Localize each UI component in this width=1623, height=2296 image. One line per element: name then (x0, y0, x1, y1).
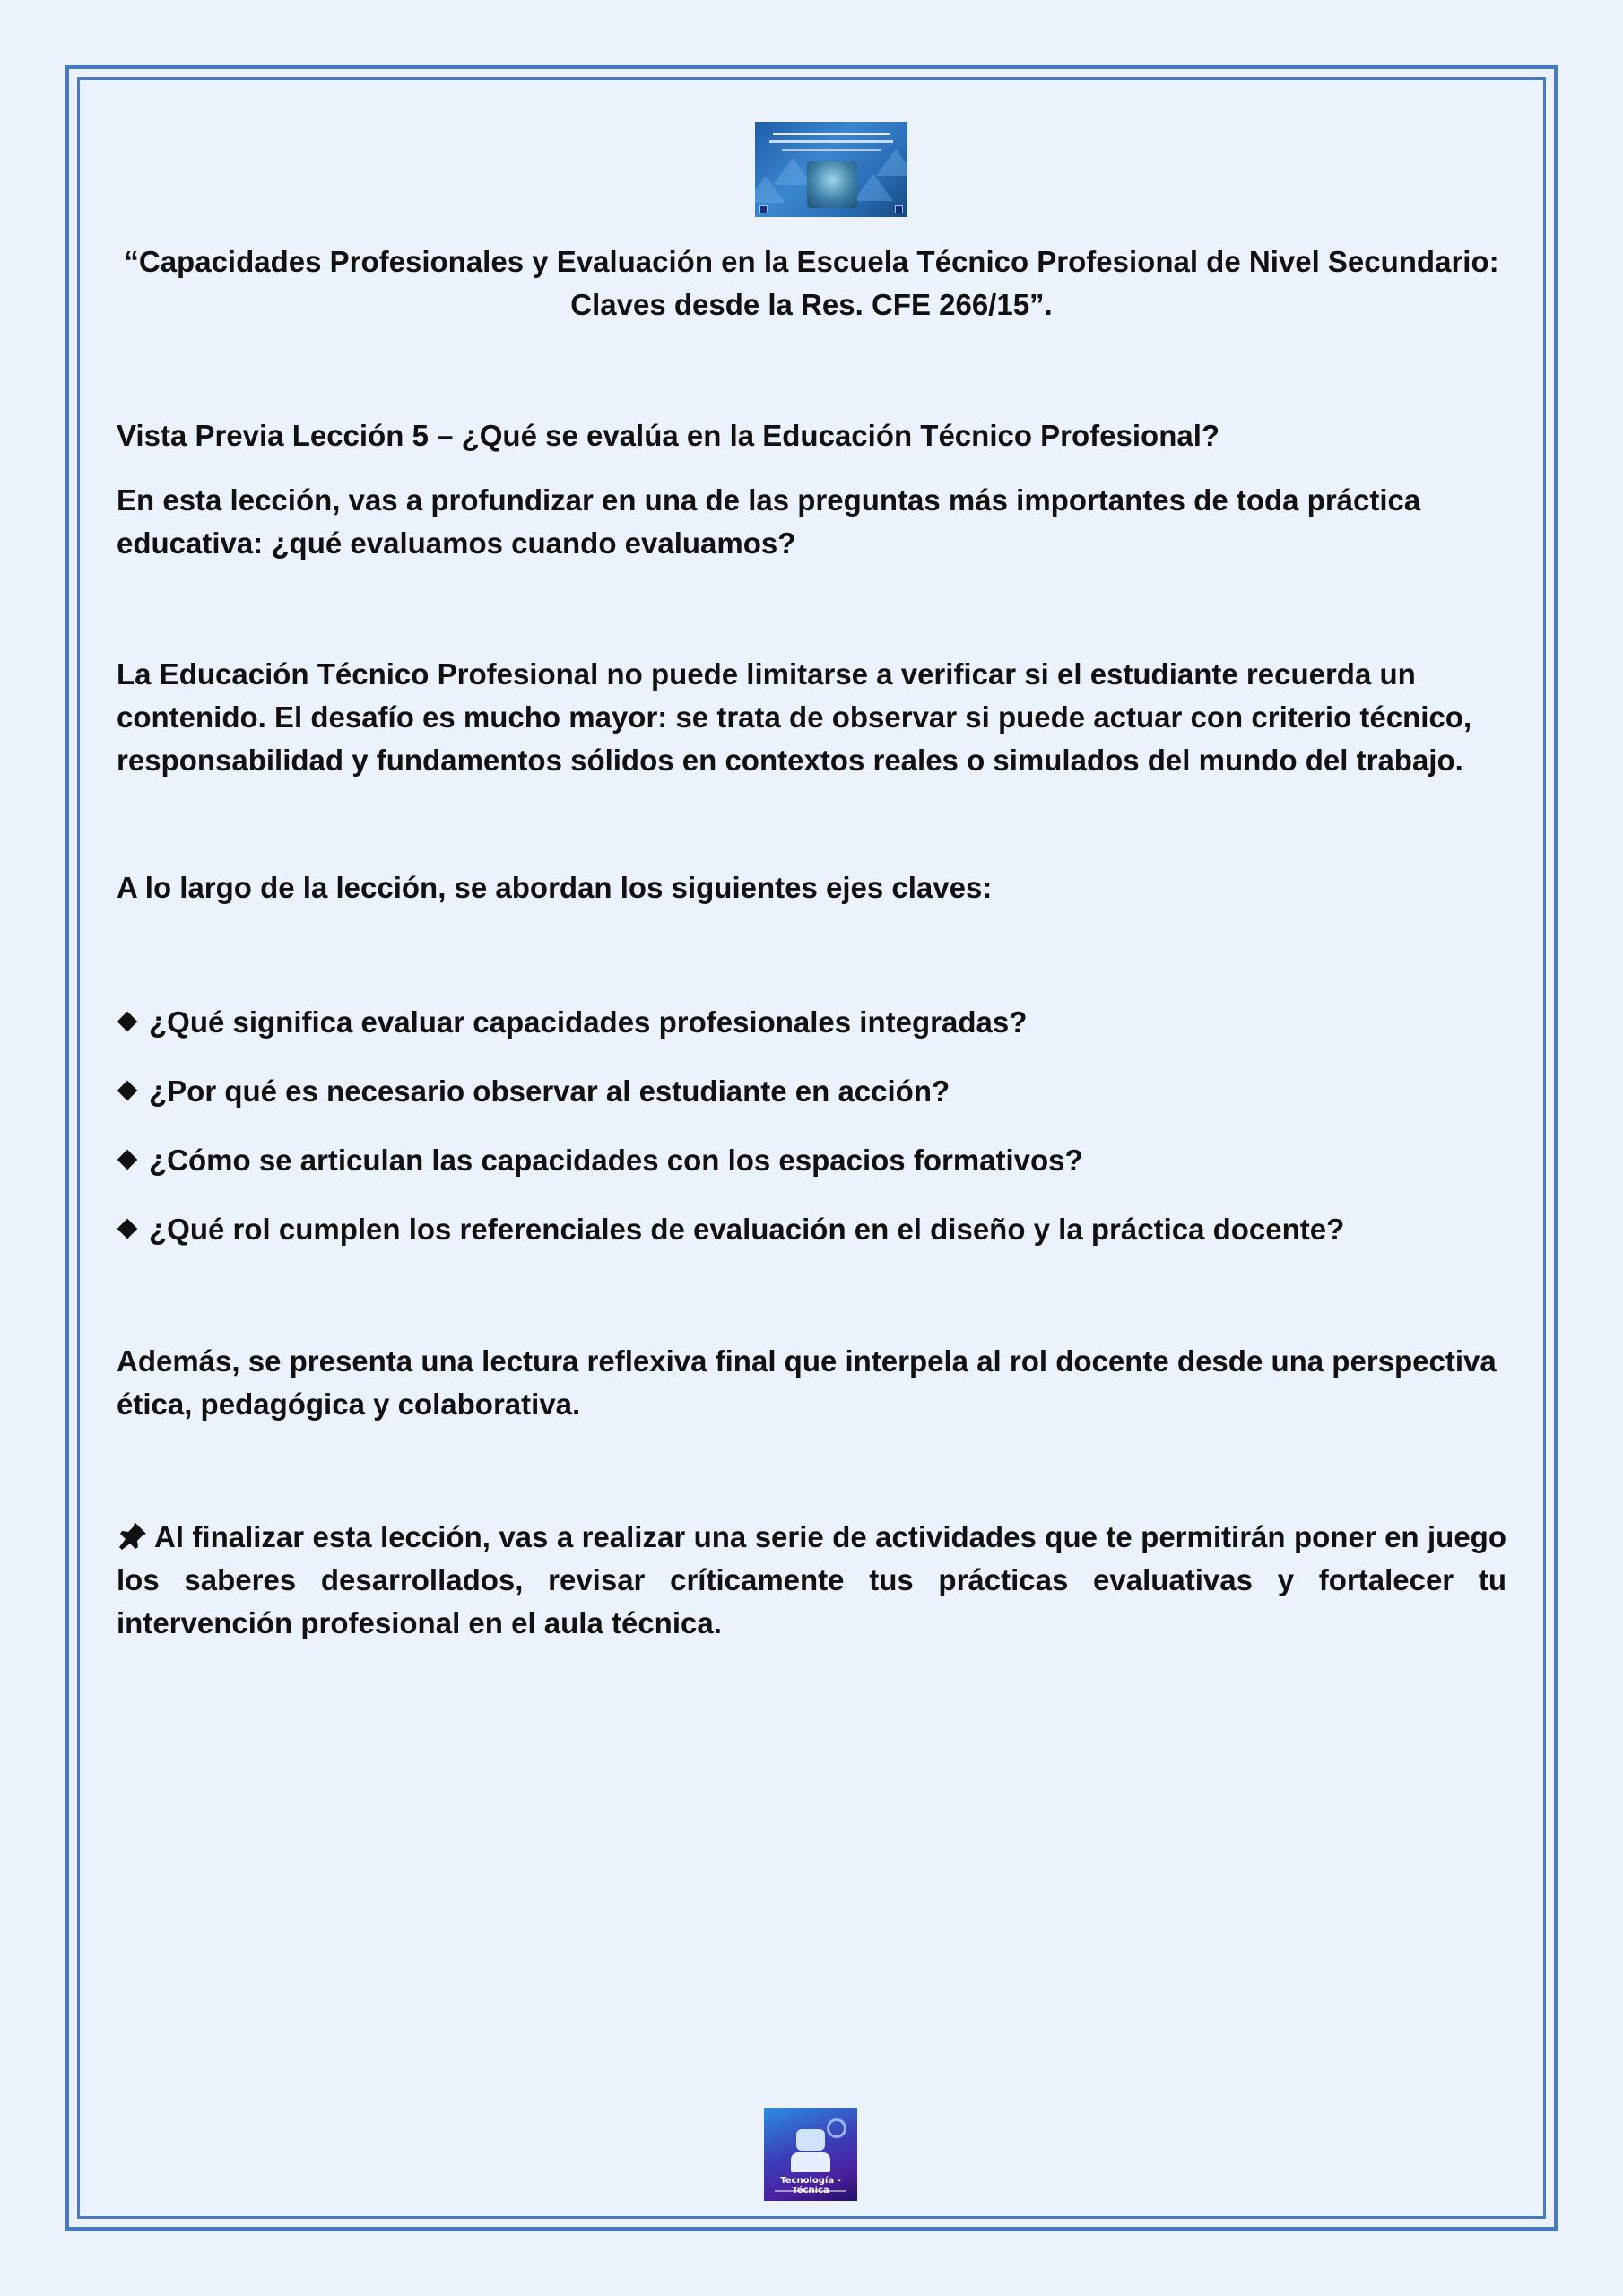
diamond-icon (117, 1150, 138, 1170)
context-paragraph: La Educación Técnico Profesional no puede limitarse a verificar si el estudiante recuerda un contenido. El desafío es mucho mayor: se trata de observar si puede actuar con criterio técnico, responsabilidad y fundamentos sólidos en contextos reales o simulados del mundo del trabajo. (117, 657, 1472, 777)
intro-paragraph: En esta lección, vas a profundizar en una de las preguntas más importantes de toda práctica educativa: ¿qué evaluamos cuando evaluamos? (117, 483, 1421, 560)
course-cover-logo (755, 122, 907, 217)
list-item: ¿Qué significa evaluar capacidades profesionales integradas? (117, 1001, 1506, 1044)
list-item: ¿Qué rol cumplen los referenciales de evaluación en el diseño y la práctica docente? (117, 1208, 1506, 1251)
list-item: ¿Cómo se articulan las capacidades con los espacios formativos? (117, 1139, 1506, 1182)
diamond-icon (117, 1012, 138, 1032)
tecnologia-tecnica-logo: Tecnología - (764, 2108, 857, 2201)
list-item: ¿Por qué es necesario observar al estudiante en acción? (117, 1070, 1506, 1113)
pushpin-icon (117, 1519, 149, 1552)
lesson-heading: Vista Previa Lección 5 – ¿Qué se evalúa en la Educación Técnico Profesional? (117, 419, 1220, 452)
axes-intro: A lo largo de la lección, se abordan los siguientes ejes claves: (117, 871, 993, 904)
diamond-icon (117, 1081, 138, 1101)
document-title: “Capacidades Profesionales y Evaluación en la Escuela Técnico Profesional de Nivel Secundario: Claves desde la Res. CFE 266/15”. (124, 245, 1499, 321)
closing-paragraph: Al finalizar esta lección, vas a realizar una serie de actividades que te permitirán poner en juego los saberes desarrollados, revisar críticamente tus prácticas evaluativas y fortalecer tu intervención profesional en el aula técnica. (117, 1520, 1506, 1639)
diamond-icon (117, 1219, 138, 1239)
reflection-paragraph: Además, se presenta una lectura reflexiva final que interpela al rol docente desde una perspectiva ética, pedagógica y colaborativa. (117, 1344, 1497, 1421)
